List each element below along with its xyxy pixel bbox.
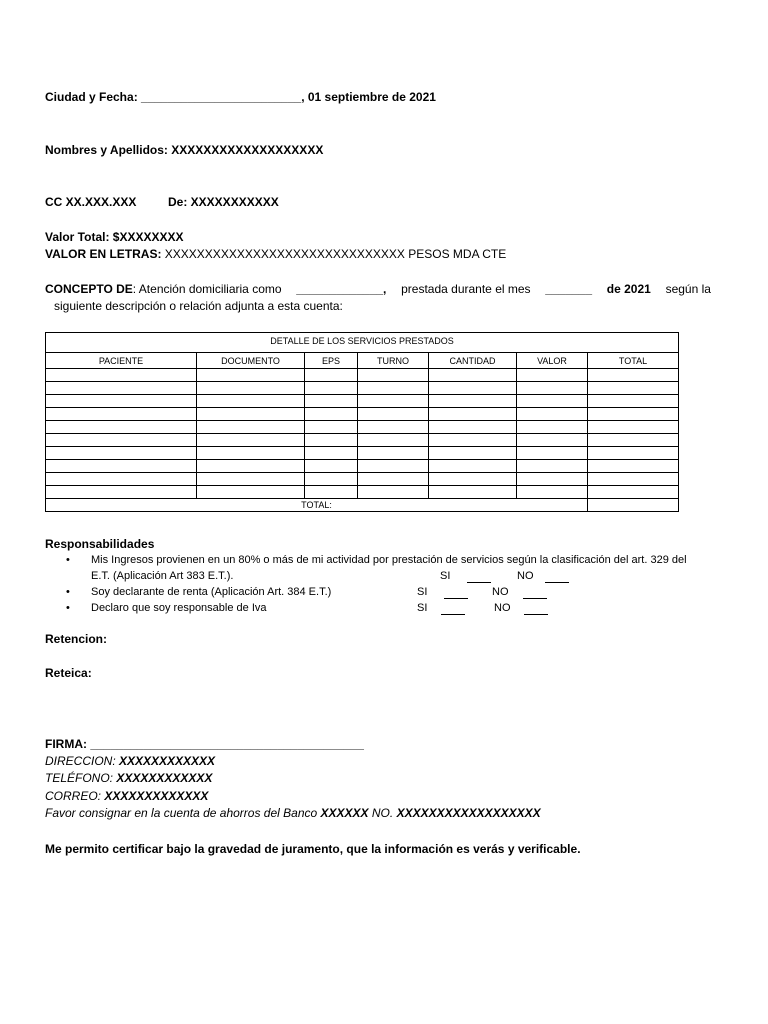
- concepto-text-1: : Atención domiciliaria como: [132, 282, 282, 296]
- bullet: •: [66, 602, 70, 614]
- table-cell: [305, 408, 358, 421]
- banco-text-2: NO.: [368, 806, 397, 820]
- table-cell: [358, 421, 429, 434]
- nombres-line: Nombres y Apellidos: XXXXXXXXXXXXXXXXXXX: [45, 143, 324, 157]
- si-label: SI: [417, 586, 428, 598]
- table-cell: [197, 460, 305, 473]
- direccion-line: [45, 753, 215, 769]
- table-row: [46, 395, 679, 408]
- table-cell: [305, 421, 358, 434]
- item-1-text: Mis Ingresos provienen en un 80% o más de mi actividad por prestación de servicios según la clasificación del art. 329 del: [91, 554, 687, 566]
- table-cell: [46, 460, 197, 473]
- table-cell: [517, 369, 588, 382]
- reteica-label: Reteica:: [45, 666, 92, 680]
- table-cell: [358, 447, 429, 460]
- column-header: CANTIDAD: [429, 353, 517, 369]
- direccion-label: DIRECCION:: [45, 754, 120, 768]
- si-blank: [444, 587, 468, 599]
- table-total-label: TOTAL:: [46, 499, 588, 512]
- no-blank: [524, 603, 548, 615]
- table-cell: [305, 382, 358, 395]
- table-row: [46, 447, 679, 460]
- services-detail-table: [45, 332, 679, 512]
- concepto-line-1: [45, 281, 711, 297]
- si-label: SI: [440, 570, 451, 582]
- table-cell: [358, 460, 429, 473]
- cc-number: CC XX.XXX.XXX: [45, 195, 137, 209]
- ciudad-rest: : ________________________, 01 septiembre de 2021: [133, 90, 436, 104]
- valor-letras-line: [45, 246, 506, 262]
- table-cell: [429, 408, 517, 421]
- table-cell: [197, 395, 305, 408]
- banco-line: [45, 805, 541, 821]
- table-cell: [588, 382, 679, 395]
- list-item: [66, 552, 726, 568]
- table-cell: [517, 408, 588, 421]
- item-2-text: Soy declarante de renta (Aplicación Art. 384 E.T.): [91, 586, 332, 598]
- table-cell: [197, 486, 305, 499]
- table-row: [46, 473, 679, 486]
- table-cell: [358, 434, 429, 447]
- table-cell: [197, 408, 305, 421]
- concepto-text-3: según la: [665, 282, 711, 296]
- no-label: NO: [492, 586, 509, 598]
- table-row: [46, 460, 679, 473]
- table-cell: [46, 473, 197, 486]
- no-blank: [545, 571, 569, 583]
- table-cell: [305, 447, 358, 460]
- correo-value: XXXXXXXXXXXXX: [104, 789, 209, 803]
- table-cell: [46, 395, 197, 408]
- table-cell: [429, 369, 517, 382]
- item-1-text-cont: E.T. (Aplicación Art 383 E.T.).: [91, 570, 234, 582]
- item-3-text: Declaro que soy responsable de Iva: [91, 602, 267, 614]
- table-cell: [305, 395, 358, 408]
- table-cell: [517, 395, 588, 408]
- concepto-line-2: siguiente descripción o relación adjunta a esta cuenta:: [54, 299, 343, 313]
- de-field: De: XXXXXXXXXXX: [168, 195, 279, 209]
- table-cell: [588, 460, 679, 473]
- table-cell: [305, 486, 358, 499]
- si-blank: [467, 571, 491, 583]
- no-label: NO: [517, 570, 534, 582]
- table-cell: [46, 382, 197, 395]
- table-cell: [588, 369, 679, 382]
- table-cell: [429, 460, 517, 473]
- table-cell: [429, 486, 517, 499]
- valor-letras-value: XXXXXXXXXXXXXXXXXXXXXXXXXXXXXX PESOS MDA CTE: [161, 247, 507, 261]
- table-title-row: [46, 333, 679, 353]
- table-cell: [358, 382, 429, 395]
- table-row: [46, 434, 679, 447]
- table-row: [46, 408, 679, 421]
- table-cell: [358, 473, 429, 486]
- telefono-line: [45, 770, 212, 786]
- table-cell: [429, 395, 517, 408]
- table-cell: [517, 421, 588, 434]
- banco-value-2: XXXXXXXXXXXXXXXXXX: [396, 806, 541, 820]
- firma-signature-blank: _________________________________________: [90, 737, 364, 751]
- table-row: [46, 421, 679, 434]
- table-cell: [305, 369, 358, 382]
- table-total-row: [46, 499, 679, 512]
- table-cell: [588, 408, 679, 421]
- table-row: [46, 382, 679, 395]
- table-cell: [429, 434, 517, 447]
- table-cell: [46, 486, 197, 499]
- table-cell: [358, 486, 429, 499]
- column-header: TURNO: [358, 353, 429, 369]
- table-cell: [46, 434, 197, 447]
- column-header: DOCUMENTO: [197, 353, 305, 369]
- column-header: PACIENTE: [46, 353, 197, 369]
- table-cell: [197, 421, 305, 434]
- valor-letras-label: VALOR EN LETRAS:: [45, 247, 162, 261]
- table-cell: [588, 486, 679, 499]
- table-cell: [429, 473, 517, 486]
- concepto-blank-2: _______: [545, 282, 593, 296]
- concepto-blank-1: _____________,: [296, 282, 387, 296]
- table-cell: [305, 434, 358, 447]
- table-cell: [197, 473, 305, 486]
- table-cell: [197, 369, 305, 382]
- banco-value-1: XXXXXX: [320, 806, 369, 820]
- ciudad-fecha-line: [45, 89, 436, 105]
- table-cell: [517, 382, 588, 395]
- firma-line: [45, 736, 364, 752]
- responsabilidades-title: Responsabilidades: [45, 537, 155, 551]
- correo-label: CORREO:: [45, 789, 105, 803]
- table-header-row: [46, 353, 679, 369]
- ciudad-label: Ciudad y Fecha: [45, 90, 134, 104]
- table-cell: [358, 408, 429, 421]
- list-item: [66, 600, 726, 616]
- table-cell: [517, 460, 588, 473]
- list-item: [66, 584, 726, 600]
- table-cell: [517, 434, 588, 447]
- no-blank: [523, 587, 547, 599]
- concepto-label: CONCEPTO DE: [45, 282, 133, 296]
- table-cell: [46, 369, 197, 382]
- correo-line: [45, 788, 208, 804]
- concepto-text-2: prestada durante el mes: [401, 282, 531, 296]
- table-cell: [197, 447, 305, 460]
- direccion-value: XXXXXXXXXXXX: [119, 754, 216, 768]
- table-cell: [588, 447, 679, 460]
- table-row: [46, 486, 679, 499]
- table-cell: [197, 434, 305, 447]
- valor-total-line: Valor Total: $XXXXXXXX: [45, 230, 184, 244]
- no-label: NO: [494, 602, 511, 614]
- cc-line: [45, 194, 279, 210]
- table-cell: [358, 369, 429, 382]
- table-cell: [517, 486, 588, 499]
- table-cell: [588, 421, 679, 434]
- retencion-label: Retencion:: [45, 632, 108, 646]
- table-cell: [429, 382, 517, 395]
- table-cell: [429, 421, 517, 434]
- table-cell: [588, 434, 679, 447]
- table-title: DETALLE DE LOS SERVICIOS PRESTADOS: [46, 333, 679, 353]
- certificacion-text: Me permito certificar bajo la gravedad de juramento, que la información es verás y verificable.: [45, 842, 581, 856]
- table-row: [46, 369, 679, 382]
- responsabilidades-list: [66, 552, 726, 616]
- concepto-year: de 2021: [606, 282, 651, 296]
- table-total-value: [588, 499, 679, 512]
- column-header: TOTAL: [588, 353, 679, 369]
- bullet: •: [66, 586, 70, 598]
- firma-label: FIRMA:: [45, 737, 91, 751]
- table-cell: [305, 473, 358, 486]
- table-cell: [588, 395, 679, 408]
- table-cell: [517, 473, 588, 486]
- column-header: EPS: [305, 353, 358, 369]
- table-cell: [46, 421, 197, 434]
- table-cell: [358, 395, 429, 408]
- table-cell: [588, 473, 679, 486]
- table-cell: [305, 460, 358, 473]
- si-label: SI: [417, 602, 428, 614]
- table-cell: [429, 447, 517, 460]
- si-blank: [441, 603, 465, 615]
- table-cell: [197, 382, 305, 395]
- list-item-continuation: [66, 568, 726, 584]
- table-cell: [517, 447, 588, 460]
- table-cell: [46, 447, 197, 460]
- table-cell: [46, 408, 197, 421]
- column-header: VALOR: [517, 353, 588, 369]
- telefono-label: TELÉFONO:: [45, 771, 117, 785]
- banco-text-1: Favor consignar en la cuenta de ahorros del Banco: [45, 806, 321, 820]
- telefono-value: XXXXXXXXXXXX: [116, 771, 213, 785]
- bullet: •: [66, 554, 70, 566]
